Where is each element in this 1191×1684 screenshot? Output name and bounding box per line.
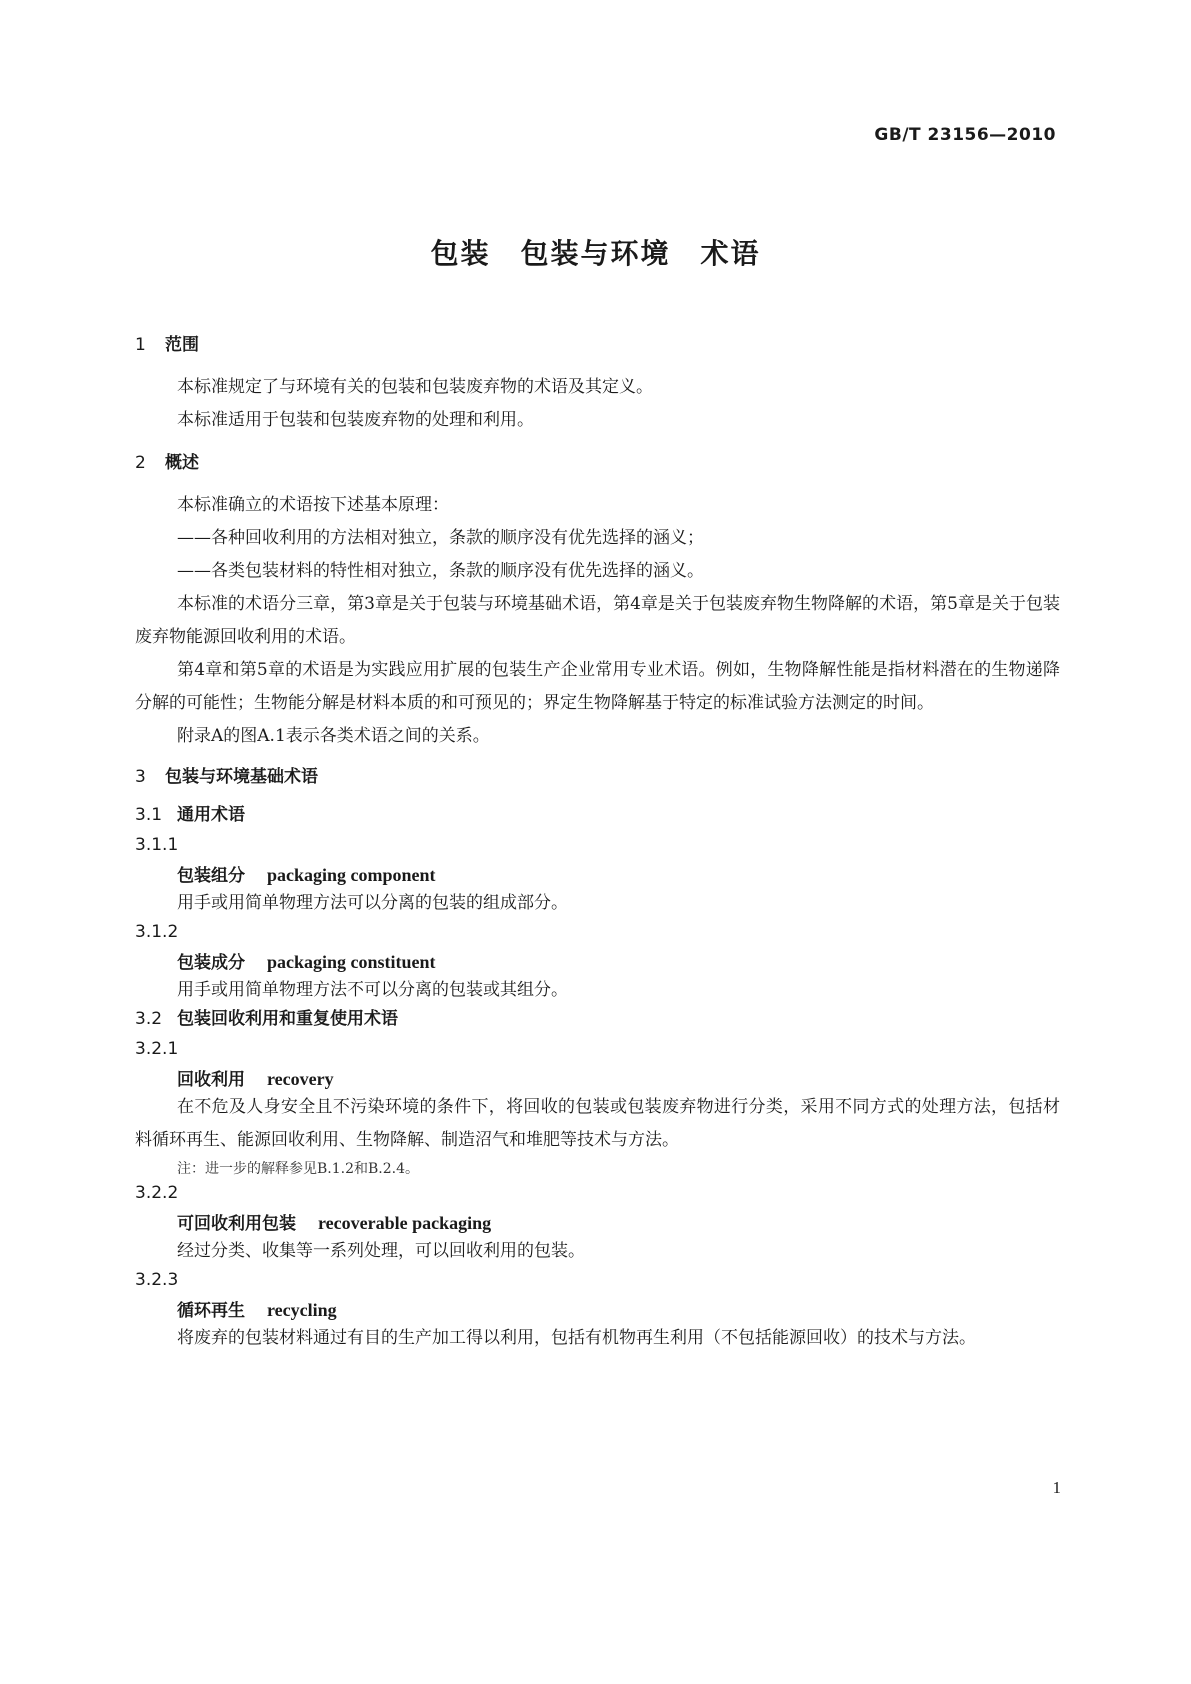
paragraph: 第4章和第5章的术语是为实践应用扩展的包装生产企业常用专业术语。例如，生物降解性能是指材料潜在的生物递降分解的可能性；生物能分解是材料本质的和可预见的；界定生物降解基于特定的标准试验方法测定的时间。 xyxy=(135,660,1060,713)
term-english: recovery xyxy=(267,1069,334,1089)
term-chinese: 包装组分 xyxy=(177,866,245,886)
subsection-title: 包装回收利用和重复使用术语 xyxy=(177,1009,398,1029)
dash-list-item: ——各类包装材料的特性相对独立，条款的顺序没有优先选择的涵义。 xyxy=(177,561,704,581)
term-chinese: 可回收利用包装 xyxy=(177,1214,296,1234)
term-english: packaging component xyxy=(267,865,436,885)
section-3-heading xyxy=(135,765,1060,789)
term-chinese: 循环再生 xyxy=(177,1301,245,1321)
section-title: 范围 xyxy=(165,335,199,355)
subsection-number: 3.1 xyxy=(135,805,163,825)
term-note: 注：进一步的解释参见B.1.2和B.2.4。 xyxy=(177,1161,420,1177)
document-title: 包装 包装与环境 术语 xyxy=(430,237,761,270)
section-number: 3 xyxy=(135,767,146,787)
term-number: 3.2.2 xyxy=(135,1183,179,1203)
term-entry xyxy=(135,1067,1060,1091)
paragraph: 本标准的术语分三章，第3章是关于包装与环境基础术语，第4章是关于包装废弃物生物降解的术语，第5章是关于包装废弃物能源回收利用的术语。 xyxy=(135,594,1060,647)
term-definition: 经过分类、收集等一系列处理，可以回收利用的包装。 xyxy=(177,1241,585,1261)
section-title: 包装与环境基础术语 xyxy=(165,767,318,787)
paragraph: 附录A的图A.1表示各类术语之间的关系。 xyxy=(177,726,490,746)
term-number: 3.2.1 xyxy=(135,1039,179,1059)
term-chinese: 包装成分 xyxy=(177,953,245,973)
subsection-heading xyxy=(135,803,1060,827)
term-definition: 在不危及人身安全且不污染环境的条件下，将回收的包装或包装废弃物进行分类，采用不同方式的处理方法，包括材料循环再生、能源回收利用、生物降解、制造沼气和堆肥等技术与方法。 xyxy=(135,1097,1060,1150)
term-entry xyxy=(135,1211,1060,1235)
term-entry xyxy=(135,863,1060,887)
paragraph: 本标准适用于包装和包装废弃物的处理和利用。 xyxy=(177,410,534,430)
term-entry xyxy=(135,950,1060,974)
term-definition: 用手或用简单物理方法可以分离的包装的组成部分。 xyxy=(177,893,568,913)
term-definition: 将废弃的包装材料通过有目的生产加工得以利用，包括有机物再生利用（不包括能源回收）的技术与方法。 xyxy=(177,1328,976,1348)
term-definition: 用手或用简单物理方法不可以分离的包装或其组分。 xyxy=(177,980,568,1000)
subsection-title: 通用术语 xyxy=(177,805,245,825)
term-entry xyxy=(135,1298,1060,1322)
subsection-number: 3.2 xyxy=(135,1009,163,1029)
term-english: recoverable packaging xyxy=(318,1213,492,1233)
section-1-heading xyxy=(135,333,1060,357)
term-number: 3.1.2 xyxy=(135,922,179,942)
section-2-heading xyxy=(135,451,1060,475)
term-number: 3.2.3 xyxy=(135,1270,179,1290)
term-number: 3.1.1 xyxy=(135,835,179,855)
document-body xyxy=(135,333,1060,1355)
section-number: 2 xyxy=(135,453,146,473)
page-number: 1 xyxy=(1052,1478,1061,1497)
term-english: recycling xyxy=(267,1300,337,1320)
standard-code: GB/T 23156—2010 xyxy=(874,125,1056,145)
paragraph: 本标准规定了与环境有关的包装和包装废弃物的术语及其定义。 xyxy=(177,377,653,397)
subsection-heading xyxy=(135,1007,1060,1031)
dash-list-item: ——各种回收利用的方法相对独立，条款的顺序没有优先选择的涵义； xyxy=(177,528,704,548)
section-title: 概述 xyxy=(165,453,199,473)
paragraph: 本标准确立的术语按下述基本原理： xyxy=(177,495,449,515)
term-english: packaging constituent xyxy=(267,952,436,972)
section-number: 1 xyxy=(135,335,146,355)
term-chinese: 回收利用 xyxy=(177,1070,245,1090)
